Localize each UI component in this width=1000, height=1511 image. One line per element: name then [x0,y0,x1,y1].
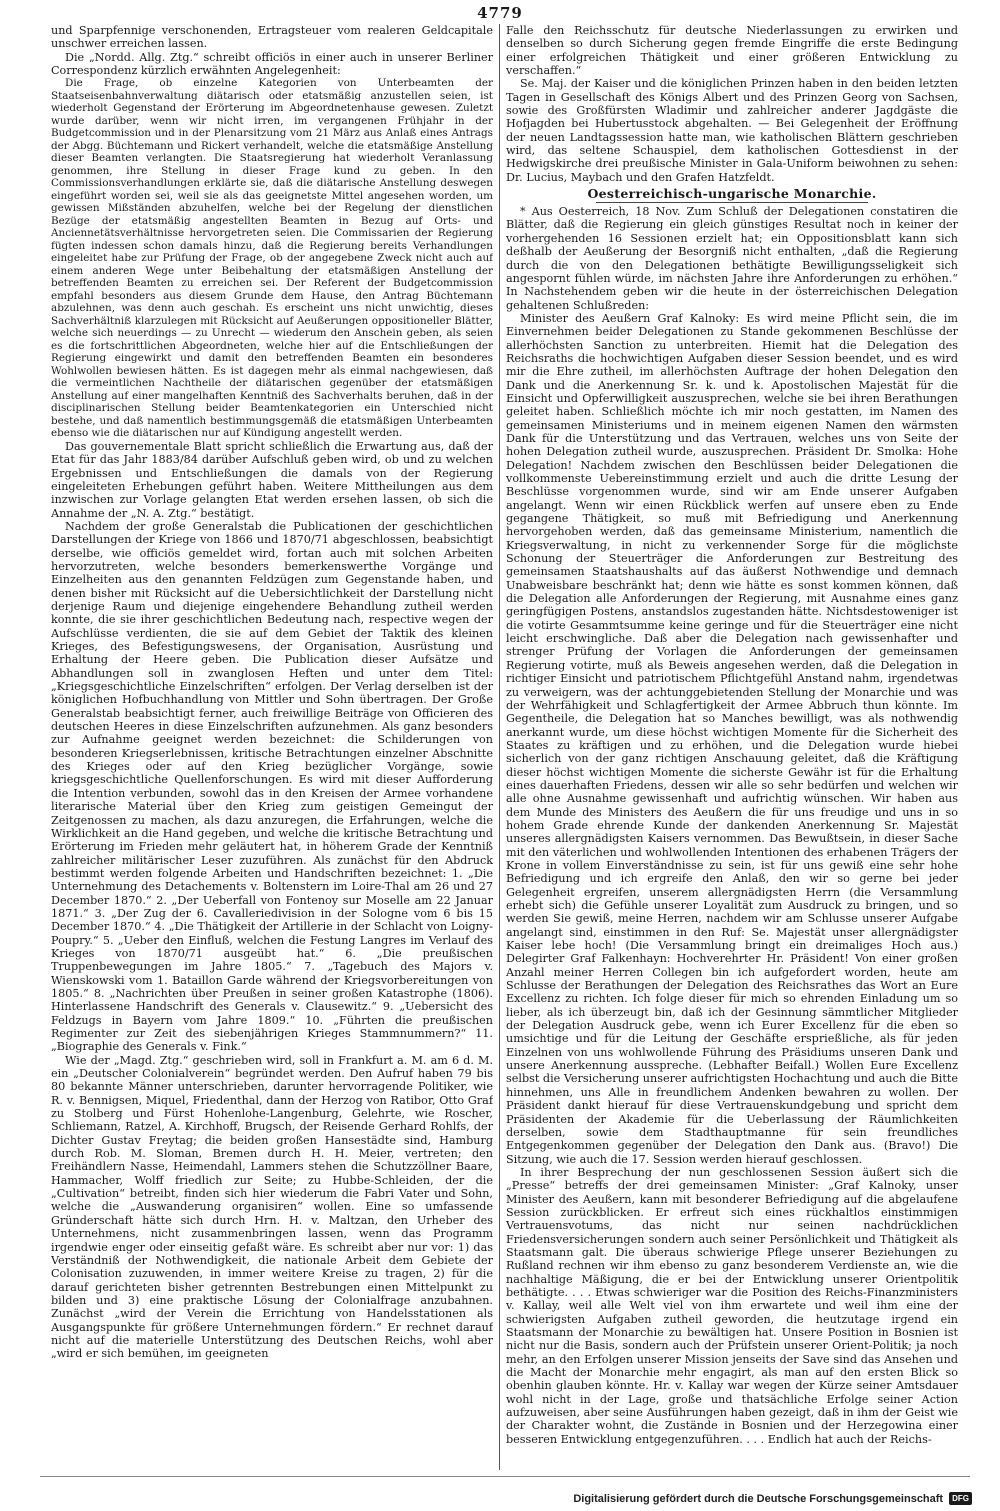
footer [573,1492,972,1505]
left-column [51,24,493,1472]
paragraph: Das gouvernementale Blatt spricht schließlich die Erwartung aus, daß der Etat für das Jahr 1883/84 darüber Aufschluß geben wird, ob und zu welchen Ergebnissen und Entschließungen die damals von der Regierung eingeleiteten Erhebungen geführt haben. Weitere Mittheilungen aus dem inzwischen zur Vorlage gelangten Etat werden ersehen lassen, ob sich die Annahme der „N. A. Ztg.“ bestätigt. [51,439,493,520]
page-number: 4779 [477,4,523,22]
paragraph: Nachdem der große Generalstab die Publicationen der geschichtlichen Darstellungen der Kriege von 1866 und 1870/71 abgeschlossen, beabsichtigt derselbe, wie officiös gemeldet wird, fortan auch mit solchen Arbeiten hervorzutreten, welche besonders bemerkenswerthe Vorgänge und Einzelheiten aus den genannten Feldzügen zum Gegenstande haben, und denen bisher mit Rücksicht auf die Uebersichtlichkeit der Darstellung nicht derjenige Raum und diejenige eingehendere Behandlung zutheil werden konnte, die sie ihrer geschichtlichen Bedeutung nach, respective wegen der Aufschlüsse verdienten, die sie auf dem Gebiet der Taktik des kleinen Krieges, des Befestigungswesens, der Organisation, Ausrüstung und Erhaltung der Heere geben. Die Publication dieser Aufsätze und Abhandlungen soll in zwanglosen Heften und unter dem Titel: „Kriegsgeschichtliche Einzelschriften“ erfolgen. Der Verlag derselben ist der königlichen Hofbuchhandlung von Mittler und Sohn übertragen. Der Große Generalstab beabsichtigt ferner, auch freiwillige Beiträge von Officieren des deutschen Heeres in diese Einzelschriften aufzunehmen. Als ganz besonders zur Aufnahme geeignet werden bezeichnet: die Schilderungen von besonderen Kriegserlebnissen, kritische Betrachtungen einzelner Abschnitte des Krieges oder auf den Krieg bezüglicher Vorgänge, sowie kriegsgeschichtliche Quellenforschungen. Es wird mit dieser Aufforderung die Intention verbunden, sowohl das in den Kreisen der Armee vorhandene literarische Material über den Krieg zum geistigen Gemeingut der Zeitgenossen zu machen, als dazu anzuregen, die Erfahrungen, welche die Wirklichkeit an die Hand gegeben, und welche die kritische Betrachtung und Erörterung im Frieden mehr geläutert hat, in höherem Grade der Kenntniß zahlreicher militärischer Leser zuzuführen. Als zunächst für den Abdruck bestimmt werden folgende Arbeiten und Handschriften bezeichnet: 1. „Die Unternehmung des Detachements v. Boltenstern im Loire-Thal am 26 und 27 December 1870.“ 2. „Der Ueberfall von Fontenoy sur Moselle am 22 Januar 1871.“ 3. „Der Zug der 6. Cavalleriedivision in der Sologne vom 6 bis 15 December 1870.“ 4. „Die Thätigkeit der Artillerie in der Schlacht von Loigny-Poupry.“ 5. „Ueber den Einfluß, welchen die Festung Langres im Verlauf des Krieges von 1870/71 ausgeübt hat.“ 6. „Die preußischen Truppenbewegungen im Jahre 1805.“ 7. „Tagebuch des Majors v. Wienskowski vom 1. Bataillon Garde während der Kriegsvorbereitungen von 1805.“ 8. „Nachrichten über Preußen in seiner großen Katastrophe (1806). Hinterlassene Handschrift des Generals v. Clausewitz.“ 9. „Uebersicht des Feldzugs in Bayern vom Jahre 1809.“ 10. „Führten die preußischen Regimenter zur Zeit des siebenjährigen Krieges Stammnummern?“ 11. „Biographie des Generals v. Fink.“ [51,519,493,1054]
paragraph: Falle den Reichsschutz für deutsche Niederlassungen zu erwirken und denselben so durch Sicherung gegen fremde Eingriffe die erste Bedingung einer erfolgreichen Thätigkeit und einer größeren Entwicklung zu verschaffen.“ [506,24,958,78]
column-divider [499,24,500,1470]
right-column [506,24,958,1472]
paragraph: Die „Nordd. Allg. Ztg.“ schreibt officiös in einer auch in unserer Berliner Correspondenz kürzlich erwähnten Angelegenheit: [51,50,493,78]
dfg-logo: DFG [949,1492,972,1505]
paragraph: Wie der „Magd. Ztg.“ geschrieben wird, soll in Frankfurt a. M. am 6 d. M. ein „Deutscher Colonialverein“ begründet werden. Den Aufruf haben 79 bis 80 bekannte Männer unterschrieben, darunter hervorragende Politiker, wie R. v. Bennigsen, Miquel, Friedenthal, dann der Herzog von Ratibor, Otto Graf zu Stolberg und Fürst Hohenlohe-Langenburg, Gelehrte, wie Roscher, Schliemann, Ratzel, A. Kirchhoff, Brugsch, der Reisende Gerhard Rohlfs, der Dichter Gustav Freytag; die beiden großen Hansestädte sind, Hamburg durch Rob. M. Sloman, Bremen durch H. H. Meier, vertreten; den Freihändlern Nasse, Heimendahl, Lammers stehen die Schutzzöllner Baare, Hammacher, Wolff friedlich zur Seite; zu Hubbe-Schleiden, der die „Cultivation“ betreibt, finden sich hier wiederum die Fabri Vater und Sohn, welche die „Auswanderung organisiren“ wollen. Eine so umfassende Gründerschaft hätte sich durch Hrn. H. v. Maltzan, den Urheber des Unternehmens, nicht zusammenbringen lassen, wenn das Programm irgendwie enger oder einseitig gefaßt wäre. Es schreibt aber nur vor: 1) das Verständniß der Nothwendigkeit, die nationale Arbeit dem Gebiete der Colonisation zuzuwenden, in immer weitere Kreise zu tragen, 2) für die darauf gerichteten bisher getrennten Bestrebungen einen Mittelpunkt zu bilden und 3) eine praktische Lösung der Colonialfrage anzubahnen. Zunächst „wird der Verein die Errichtung von Handelsstationen als Ausgangspunkte für größere Unternehmungen fördern.“ Er rechnet darauf nicht auf die materielle Unterstützung des Deutschen Reichs, wohl aber „wird er sich bemühen, im geeigneten [51,1053,493,1361]
paragraph: In ihrer Besprechung der nun geschlossenen Session äußert sich die „Presse“ betreffs der drei gemeinsamen Minister: „Graf Kalnoky, unser Minister des Aeußern, kann mit besonderer Befriedigung auf die abgelaufene Session zurückblicken. Er erfreut sich eines rückhaltlos einstimmigen Vertrauensvotums, das nicht nur seinen nachdrücklichen Friedensversicherungen sondern auch seiner Persönlichkeit und Thätigkeit als Staatsmann galt. Die überaus schwierige Pflege unserer Beziehungen zu Rußland rechnen wir ihm ebenso zu ganz besonderem Verdienste an, wie die nachhaltige Mäßigung, die er bei der Entwicklung unserer Orientpolitik bethätigte. . . . Etwas schwieriger war die Position des Reichs-Finanzministers v. Kallay, weil alle Welt viel von ihm erwartete und weil ihm eine der schwierigsten Aufgaben zutheil geworden, die heutzutage irgend ein Staatsmann der Monarchie zu bewältigen hat. Unsere Position in Bosnien ist nicht nur die Basis, sondern auch der Prüfstein unserer Orient-Politik; ja noch mehr, an den Erfolgen unserer Mission jenseits der Save sind das Ansehen und die Macht der Monarchie mehr engagirt, als man auf den ersten Blick so obenhin glauben könnte. Hr. v. Kallay war wegen der Kürze seiner Amtsdauer wohl nicht in der Lage, große und thatsächliche Erfolge seiner Action aufzuweisen, aber seine Ausführungen haben gezeigt, daß in ihm der Geist wie der Charakter wohnt, die Zustände in Bosnien und der Herzegowina einer besseren Entwicklung entgegenzuführen. . . . Endlich hat auch der Reichs- [506,1165,958,1446]
footer-credit: Digitalisierung gefördert durch die Deutsche Forschungsgemeinschaft [573,1492,944,1505]
section-rule [596,202,867,203]
paragraph: * Aus Oesterreich, 18 Nov. Zum Schluß der Delegationen constatiren die Blätter, daß die Regierung ein gleich günstiges Resultat noch in keiner der vorhergehenden 16 Sessionen erzielt hat; ein Oppositionsblatt kann sich deßhalb der Aeußerung der Besorgniß nicht enthalten, „daß die Regierung durch die von den Delegationen bethätigte Bewilligungsseligkeit sich angespornt fühlen würde, im nächsten Jahre ihre Anforderungen zu erhöhen.“ In Nachstehendem geben wir die heute in der österreichischen Delegation gehaltenen Schlußreden: [506,205,958,312]
paragraph: Se. Maj. der Kaiser und die königlichen Prinzen haben in den beiden letzten Tagen in Gesellschaft des Königs Albert und des Prinzen Georg von Sachsen, sowie des Großfürsten Wladimir und zahlreicher anderer Jagdgäste die Hofjagden bei Hubertusstock abgehalten. — Bei Gelegenheit der Eröffnung der neuen Landtagssession hatte man, wie katholischen Blättern geschrieben wird, das seltene Schauspiel, dem katholischen Gottesdienst in der Hedwigskirche drei preußische Minister in Gala-Uniform beiwohnen zu sehen: Dr. Lucius, Maybach und den Grafen Hatzfeldt. [506,77,958,184]
paragraph: und Sparpfennige verschonenden, Ertragsteuer vom realeren Geldcapitale unschwer erreichen lassen. [51,24,493,51]
paragraph: Minister des Aeußern Graf Kalnoky: Es wird meine Pflicht sein, die im Einvernehmen beider Delegationen zu Stande gekommenen Beschlüsse der allerhöchsten Sanction zu unterbreiten. Hiemit hat die Delegation des Reichsraths die hochwichtigen Aufgaben dieser Session beendet, und es wird mir die Ehre zutheil, im allerhöchsten Auftrage der hohen Delegation den Dank und die Anerkennung Sr. k. und k. Apostolischen Majestät für die Einsicht und Opferwilligkeit auszusprechen, welche sie bei ihren Berathungen geleitet haben. Schließlich möchte ich mir noch gestatten, im Namen des gemeinsamen Ministeriums und in meinem eigenen Namen den wärmsten Dank für die Unterstützung und das Vertrauen, welches uns von Seite der hohen Delegation zutheil wurde, auszusprechen. Präsident Dr. Smolka: Hohe Delegation! Nachdem zwischen den Beschlüssen beider Delegationen die vollkommenste Uebereinstimmung erzielt und auch die dritte Lesung der Beschlüsse vorgenommen wurde, sind wir am Ende unserer Aufgaben angelangt. Wenn wir einen Rückblick werfen auf unsere eben zu Ende gegangene Thätigkeit, so muß mit Befriedigung und Anerkennung hervorgehoben werden, daß das gemeinsame Ministerium, namentlich die Kriegsverwaltung, in nicht zu verkennender Sorge für die möglichste Schonung der Steuerträger die Anforderungen zur Bestreitung des gemeinsamen Staatshaushalts auf das äußerst Nothwendige und demnach Unabweisbare beschränkt hat; denn wie hätte es sonst kommen können, daß die Delegation alle Anforderungen der Regierung, mit Ausnahme eines ganz geringfügigen Postens, anstandslos zugestanden hätte. Nichtsdestoweniger ist die votirte Gesammtsumme keine geringe und für die Steuerträger eine nicht leicht erschwingliche. Daß aber die Delegation nach gewissenhafter und strenger Prüfung der Vorlagen die Anforderungen der gemeinsamen Regierung votirte, muß als Beweis angesehen werden, daß die Delegation in richtiger Einsicht und patriotischem Pflichtgefühl Anstand nahm, irgendetwas zu verweigern, was der achtunggebietenden Stellung der Monarchie und was der Wehrfähigkeit und Schlagfertigkeit der Armee Abbruch thun könnte. Im Gegentheile, die Delegation hat so Manches bewilligt, was als nothwendig anerkannt wurde, um diese höchst wichtigen Momente für die Sicherheit des Staates zu kräftigen und zu erhöhen, und die Delegation wurde hiebei sicherlich von der ganz richtigen Anschauung geleitet, daß die Kräftigung dieser höchst wichtigen Momente die sicherste Gewähr ist für die Erhaltung eines dauerhaften Friedens, dessen wir alle so sehr bedürfen und welchen wir alle ohne Ausnahme gewissenhaft und aufrichtig wünschen. Wir haben aus dem Munde des Ministers des Aeußern die für uns freudige und uns in so hohem Grade ehrende Kunde der dankenden Anerkennung Sr. Majestät unseres allergnädigsten Kaisers vernommen. Das Bewußtsein, in dieser Sache mit den väterlichen und wohlwollenden Intentionen des erhabenen Trägers der Krone in vollem Einverständnisse zu sein, ist für uns gewiß eine sehr hohe Befriedigung und ich ergreife den Anlaß, den wir so gerne bei jeder Gelegenheit ergreifen, unserem allergnädigsten Herrn (die Versammlung erhebt sich) die Gefühle unserer Loyalität zum Ausdruck zu bringen, und so werden Sie gewiß, meine Herren, nachdem wir am Schlusse unserer Aufgabe angelangt sind, einstimmen in den Ruf: Se. Majestät unser allergnädigster Kaiser lebe hoch! (Die Versammlung bringt ein dreimaliges Hoch aus.) Delegirter Graf Falkenhayn: Hochverehrter Hr. Präsident! Von einer großen Anzahl meiner Herren Collegen bin ich aufgefordert worden, heute am Schlusse der Berathungen der Delegation des Reichsrathes das Wort an Eure Excellenz zu richten. Ich folge dieser für mich so ehrenden Einladung um so lieber, als ich überzeugt bin, daß ich der Gesinnung sämmtlicher Mitglieder der Delegation Ausdruck gebe, wenn ich Eurer Excellenz für die eben so umsichtige und für die Leitung der Geschäfte ersprießliche, als für jeden Einzelnen von uns wohlwollende Führung des Präsidiums unseren Dank und unsere Anerkennung ausspreche. (Lebhafter Beifall.) Wollen Eure Excellenz selbst die Versicherung unserer aufrichtigsten Hochachtung und auch die Bitte hinnehmen, uns Alle in freundlichem Andenken bewahren zu wollen. Der Präsident dankt hierauf für diese Vertrauenskundgebung und spricht dem Präsidenten der Akademie für die Ueberlassung der Räumlichkeiten derselben, sowie dem Stadthauptmanne für sein freundliches Entgegenkommen gegenüber der Delegation den Dank aus. (Bravo!) Die Sitzung, wie auch die 17. Session werden hierauf geschlossen. [506,311,958,1166]
bottom-rule [40,1476,970,1477]
quoted-paragraph: Die Frage, ob einzelne Kategorien von Unterbeamten der Staatseisenbahnverwaltung diätarisch oder etatsmäßig anzustellen seien, ist wiederholt Gegenstand der Erörterung im Abgeordnetenhause gewesen. Zuletzt wurde darüber, wenn wir nicht irren, im vergangenen Frühjahr in der Budgetcommission und in der Plenarsitzung vom 21 März aus Anlaß eines Antrags der Abgg. Büchtemann und Rickert verhandelt, welche die etatsmäßige Anstellung dieser Beamten verlangten. Die Staatsregierung hat wiederholt Veranlassung genommen, ihre Stellung in dieser Frage kund zu geben. In den Commissionsverhandlungen erklärte sie, daß die diätarische Anstellung deswegen eingeführt worden sei, weil sie als das geeignetste Mittel angesehen worden, um gewissen Mißständen abzuhelfen, welche bei der Regelung der dienstlichen Bezüge der etatsmäßig angestellten Beamten in Bezug auf Orts- und Anciennetätsverhältnisse hervorgetreten seien. Die Commissarien der Regierung fügten indessen schon damals hinzu, daß die Regierung bereits Verhandlungen eingeleitet habe zur Prüfung der Frage, ob der angegebene Zweck nicht auch auf einem anderen Wege unter Beibehaltung der etatsmäßigen Anstellung der betreffenden Beamten zu erreichen sei. Der Referent der Budgetcommission empfahl besonders aus diesem Grunde dem Hause, den Antrag Büchtemann abzulehnen, was denn auch geschah. Es erscheint uns nicht unwichtig, dieses Sachverhältniß klarzulegen mit Rücksicht auf Aeußerungen oppositioneller Blätter, welche sich neuerdings — zu Unrecht — wiederum den Anschein geben, als seien es die fortschrittlichen Abgeordneten, welche hier auf die Entschließungen der Regierung eingewirkt und damit den betreffenden Beamten ein besonderes Wohlwollen bewiesen hätten. Es ist dagegen mehr als einmal nachgewiesen, daß die vermeintlichen Nachtheile der diätarischen gegenüber der etatsmäßigen Anstellung auf einer mangelhaften Kenntniß des Sachverhalts beruhen, daß in der disciplinarischen Stellung beider Beamtenkategorien ein Unterschied nicht bestehe, und daß namentlich bestimmungsgemäß die etatsmäßigen Unterbeamten ebenso wie die diätarischen nur auf Kündigung angestellt werden. [51,77,493,440]
section-heading: Oesterreichisch-ungarische Monarchie. [587,186,877,202]
